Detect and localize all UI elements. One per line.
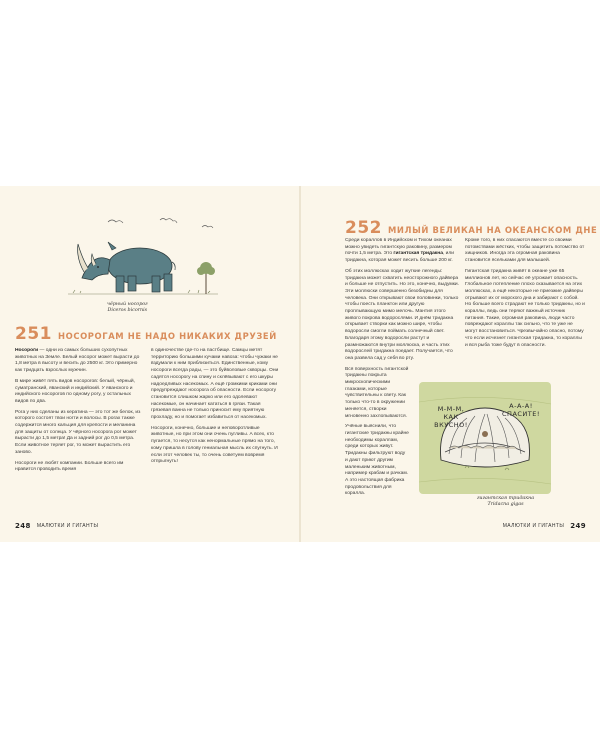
paragraph: Учёные выяснили, что гигантские тридакны крайне необходимы кораллам, среди которых живут. Тридакны фильтруют воду и дают приют другим маленьким животным, например крабам и рачкам. А это настоящая фабрика продовольствия для коралла.: [345, 424, 409, 497]
paragraph: Носороги — одни из самых больших сухопутных животных на Земле. Белый носорог может вырасти до 1,8 метра в высоту и весить до 2500 кг. Это примерно как тридцать взрослых мужчин.: [15, 348, 140, 374]
page-number: 248: [15, 522, 31, 530]
rhino-caption: [107, 302, 148, 314]
paragraph: Среди кораллов в Индийском и Тихом океанах можно увидеть гигантскую раковину, размером почти 1,5 метра. Это гигантская тридакна, или тридакна, которая может весить больше 200 кг.: [345, 238, 454, 264]
section-title: МИЛЫЙ ВЕЛИКАН НА ОКЕАНСКОМ ДНЕ: [388, 225, 598, 235]
right-column-2: [465, 238, 585, 353]
paragraph: Рога у них сделаны из кератина — это тот же белок, из которого состоят твои ногти и волосы. В рогах также содержится много кальция для крепости и меланина для защиты от солнца. У чёрного носорога рог может вырасти до 1,5 метра! Да и задний рог до 0,5 метра. Если животное теряет рог, то может вырастить его заново.: [15, 409, 141, 455]
paragraph: Об этих моллюсках ходит жуткие легенды: тридакна может схватить неосторожного дайвера и больше не отпустить. Но это, конечно, выдумки. Эти моллюски совершенно безобидны для человека. Они открывают свои половинки, только чтобы поесть планктон или другую проплывающую мимо мелочь. Мантия этого живого покрова водорослями. И днём тридакна открывает створки как можно шире, чтобы водоросли смогли поймать солнечный свет. Благодаря этому водоросли растут и размножаются внутри моллюска, и часть этих водорослей тридакна поедает. Получается, что она развела сад у себя во рту.: [345, 268, 459, 361]
clam-caption: [477, 496, 534, 508]
rhino-illustration: [68, 214, 228, 306]
paragraph: Носороги не любят компании. Больше всего им нравится проводить время: [15, 460, 124, 473]
running-head: МАЛЮТКИ И ГИГАНТЫ: [36, 523, 99, 529]
section-title: НОСОРОГАМ НЕ НАДО НИКАКИХ ДРУЗЕЙ: [58, 331, 277, 341]
bold-term: Носороги: [15, 348, 39, 353]
rhino-body: [78, 242, 176, 292]
section-number: 251: [15, 324, 52, 344]
clam-caption-latin: Tridacna gigas: [487, 502, 524, 507]
rhino-caption-common: чёрный носорог: [107, 302, 148, 307]
left-column-2: [151, 348, 279, 470]
paragraph: Носороги, конечно, большие и неповоротливые животные, но при этом они очень пугливы. А всех, кто пугается, то несутся как ненормальные прямо на того, кому пришла в голову гениальная мысль их спугнуть. И если этот человек ты, то очень советуем вовремя отпрыгнуть!: [151, 425, 278, 465]
clam-caption-common: гигантская тридакна: [477, 496, 535, 501]
rhino-caption-latin: Diceros bicornis: [107, 308, 148, 313]
section-heading-251: [15, 324, 277, 344]
clam-illustration: [419, 382, 551, 494]
paragraph: В мире живёт пять видов носорогов: белый, чёрный, суматранский, яванский и индийский. У яванского и индийского носорогов по одному рогу, у остальных видов по два.: [15, 378, 135, 404]
page-number: 249: [570, 522, 586, 530]
paragraph: в одиночестве где-то на пастбище. Самцы метят территорию большими кучами навоза: чтобы чужаки не вздумали к ним приблизиться. Единственные, кому носороги всегда рады, — это буйволовые скворцы. Они садятся носорогу на спину и склёвывают с его шкуры надоедливых насекомых. А ещё громкими криками они предупреждают носорога об опасности. Если носорогу становится слишком жарко или его одолевают насекомые, он начинает кататься в грязи. Такая грязевая ванна не только приносит ему приятную прохладу, но и помогает избавиться от насекомых.: [151, 348, 279, 421]
right-page: [301, 186, 600, 542]
running-head: МАЛЮТКИ И ГИГАНТЫ: [502, 523, 565, 529]
speech-bubble-help: А-А-А! СПАСИТЕ!: [502, 402, 540, 418]
section-number: 252: [345, 218, 382, 238]
bold-term: гигантская тридакна: [393, 251, 443, 257]
left-folio: [15, 522, 98, 530]
paragraph: Кроме того, в них спасаются вместе со своими потомствами жёстких, чтобы защитить потомство от хищников. Иногда эта огромная раковина становится ясельками для малышей.: [465, 238, 585, 264]
section-heading-252: [345, 218, 597, 238]
paragraph: Гигантская тридакна живёт в океане уже 65 миллионов лет, но сейчас её угрожает опасность. Глобальное потепление плохо сказывается на этих моллюсках, а ещё некоторые не приезжие дайверы отрывают их от морского дна и забирают с собой. Но больше всего страдают не только тридакны, но и кораллы, ведь они теряют важный источник питания. Такие, огромная раковина, люди часто повреждают кораллы так сильно, что те уже не могут восстановиться. Чрезвычайно опасно, потому что если исчезнет гигантская тридакна, то кораллы и вся рыба тоже будут в опасности.: [465, 268, 585, 348]
paragraph: Вся поверхность гигантской тридакны покрыта микроскопическими глазками, которые чувствительны к свету. Как только что-то в окружении меняется, створки мгновенно захлопываются.: [345, 366, 409, 419]
left-column-1: [15, 348, 143, 478]
speech-bubble-tasty: М-М-М, КАК ВКУСНО!: [434, 405, 468, 429]
right-folio: [503, 522, 586, 530]
left-page: [0, 186, 299, 542]
